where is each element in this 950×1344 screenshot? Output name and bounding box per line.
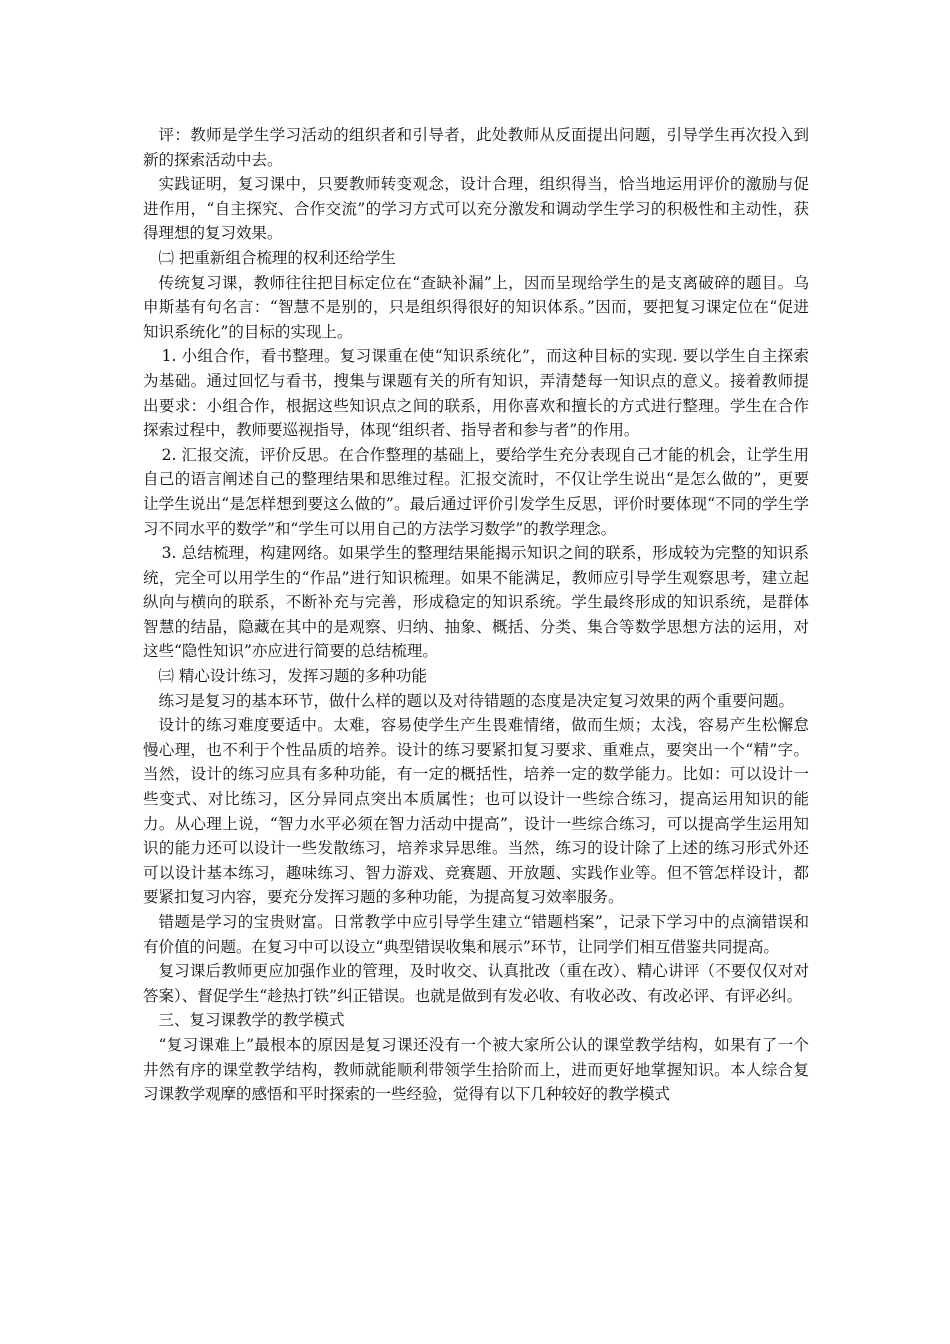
section-heading-3: ㈢ 精心设计练习，发挥习题的多种功能 [158,667,427,686]
paragraph-exercise-basics: 练习是复习的基本环节，做什么样的题以及对待错题的态度是决定复习效果的两个重要问题。 [158,691,795,710]
paragraph-practice-proof: 实践证明，复习课中，只要教师转变观念，设计合理，组织得当，恰当地运用评价的激励与促进作用，“自主探究、合作交流”的学习方式可以充分激发和调动学生学习的积极性和主动性，获得理想的复习效果。 [143,175,809,243]
document-page [143,123,809,1107]
numbered-item-3: 3. 总结梳理，构建网络。如果学生的整理结果能揭示知识之间的联系，形成较为完整的知识系统，完全可以用学生的“作品”进行知识梳理。如果不能满足，教师应引导学生观察思考，建立起纵向与横向的联系，不断补充与完善，形成稳定的知识系统。学生最终形成的知识系统，是群体智慧的结晶，隐藏在其中的是观察、归纳、抽象、概括、分类、集合等数学思想方法的运用，对这些“隐性知识”亦应进行简要的总结梳理。 [143,544,809,661]
paragraph-error-archive: 错题是学习的宝贵财富。日常教学中应引导学生建立“错题档案”，记录下学习中的点滴错误和有价值的问题。在复习中可以设立“典型错误收集和展示”环节，让同学们相互借鉴共同提高。 [143,913,809,956]
paragraph-homework-management: 复习课后教师更应加强作业的管理，及时收交、认真批改（重在改）、精心讲评（不要仅仅对对答案）、督促学生“趁热打铁”纠正错误。也就是做到有发必收、有收必改、有改必评、有评必纠。 [143,962,809,1005]
paragraph-traditional-review: 传统复习课，教师往往把目标定位在“查缺补漏”上，因而呈现给学生的是支离破碎的题目。乌申斯基有句名言：“智慧不是别的，只是组织得很好的知识体系。”因而，要把复习课定位在“促进知识系统化”的目标的实现上。 [143,273,809,341]
chapter-heading-3: 三、复习课教学的教学模式 [158,1011,345,1030]
paragraph-comment: 评：教师是学生学习活动的组织者和引导者，此处教师从反面提出问题，引导学生再次投入到新的探索活动中去。 [143,126,809,169]
numbered-item-2: 2. 汇报交流，评价反思。在合作整理的基础上，要给学生充分表现自己才能的机会，让学生用自己的语言阐述自己的整理结果和思维过程。汇报交流时，不仅让学生说出“是怎么做的”，更要让学生说出“是怎样想到要这么做的”。最后通过评价引发学生反思，评价时要体现“不同的学生学习不同水平的数学”和“学生可以用自己的方法学习数学”的教学理念。 [143,445,809,538]
section-heading-2: ㈡ 把重新组合梳理的权利还给学生 [158,248,396,267]
paragraph-teaching-model: “复习课难上”最根本的原因是复习课还没有一个被大家所公认的课堂教学结构，如果有了一个井然有序的课堂教学结构，教师就能顺利带领学生拾阶而上，进而更好地掌握知识。本人综合复习课教学观摩的感悟和平时探索的一些经验，觉得有以下几种较好的教学模式 [143,1035,809,1104]
numbered-item-1: 1. 小组合作，看书整理。复习课重在使“知识系统化”，而这种目标的实现. 要以学生自主探索为基础。通过回忆与看书，搜集与课题有关的所有知识，弄清楚每一知识点的意义。接着教师提出要求：小组合作，根据这些知识点之间的联系，用你喜欢和擅长的方式进行整理。学生在合作探索过程中，教师要巡视指导，体现“组织者、指导者和参与者”的作用。 [143,347,809,440]
paragraph-exercise-design: 设计的练习难度要适中。太难，容易使学生产生畏难情绪，做而生烦；太浅，容易产生松懈怠慢心理，也不利于个性品质的培养。设计的练习要紧扣复习要求、重难点，要突出一个“精”字。当然，设计的练习应具有多种功能，有一定的概括性，培养一定的数学能力。比如：可以设计一些变式、对比练习，区分异同点突出本质属性；也可以设计一些综合练习，提高运用知识的能力。从心理上说，“智力水平必须在智力活动中提高”，设计一些综合练习，可以提高学生运用知识的能力还可以设计一些发散练习，培养求异思维。当然，练习的设计除了上述的练习形式外还可以设计基本练习，趣味练习、智力游戏、竞赛题、开放题、实践作业等。但不管怎样设计，都要紧扣复习内容，要充分发挥习题的多种功能，为提高复习效率服务。 [143,716,809,907]
